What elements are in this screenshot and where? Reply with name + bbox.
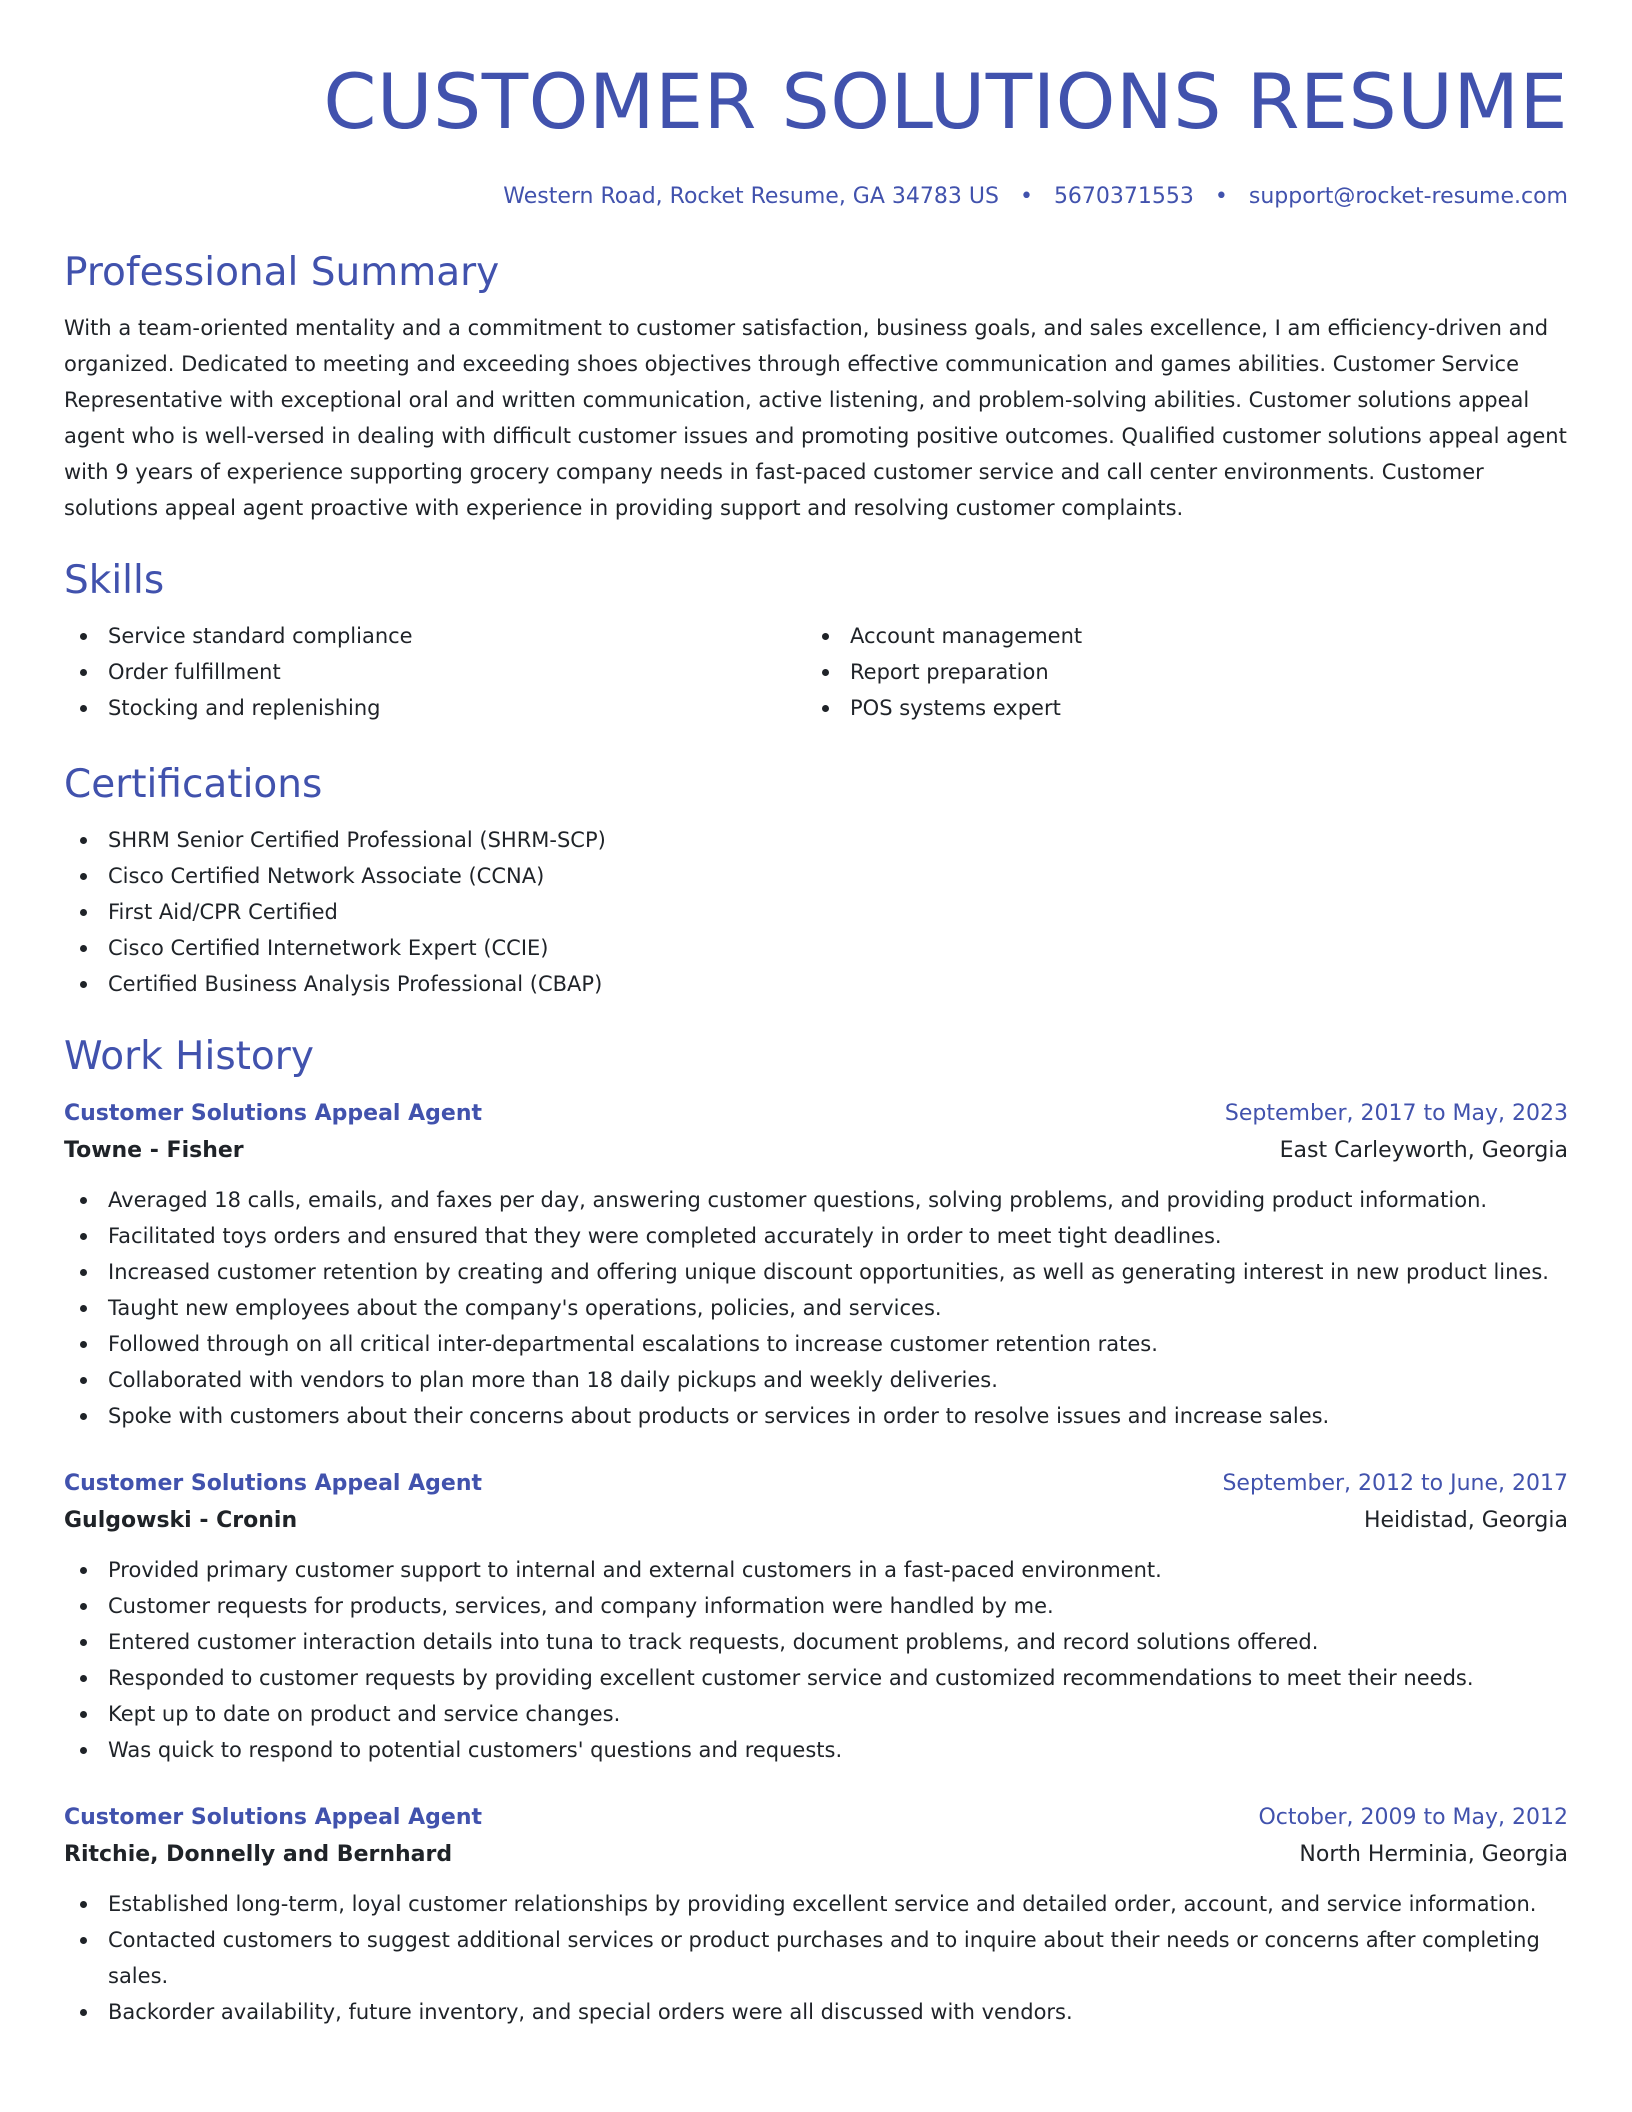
- work-history-section: [64, 1032, 1568, 2030]
- job-location: Heidistad, Georgia: [1363, 1508, 1568, 1533]
- skills-list-right: [806, 618, 1548, 726]
- job-bullet: Was quick to respond to potential customers' questions and requests.: [64, 1732, 1568, 1768]
- job-bullet: Kept up to date on product and service changes.: [64, 1696, 1568, 1732]
- job-location: East Carleyworth, Georgia: [1279, 1138, 1568, 1163]
- job-bullet: Followed through on all critical inter-departmental escalations to increase customer retention rates.: [64, 1326, 1568, 1362]
- certifications-list: [64, 822, 1568, 1002]
- contact-separator: •: [1019, 184, 1033, 209]
- job-title: Customer Solutions Appeal Agent: [64, 1471, 482, 1496]
- job-bullet: Increased customer retention by creating and offering unique discount opportunities, as well as generating interest in new product lines.: [64, 1254, 1568, 1290]
- job-bullet: Established long-term, loyal customer relationships by providing excellent service and detailed order, account, and service information.: [64, 1886, 1568, 1922]
- certifications-heading: Certifications: [64, 762, 323, 807]
- skill-item: Service standard compliance: [64, 618, 806, 654]
- job-bullet: Collaborated with vendors to plan more than 18 daily pickups and weekly deliveries.: [64, 1362, 1568, 1398]
- job-title-row: [64, 1096, 1568, 1132]
- summary-heading: Professional Summary: [64, 250, 500, 295]
- resume-title: CUSTOMER SOLUTIONS RESUME: [323, 57, 1568, 146]
- job-title: Customer Solutions Appeal Agent: [64, 1101, 482, 1126]
- job-title-row: [64, 1800, 1568, 1836]
- job-title-row: [64, 1466, 1568, 1502]
- skill-item: Order fulfillment: [64, 654, 806, 690]
- job-company-row: [64, 1502, 1568, 1540]
- certification-item: SHRM Senior Certified Professional (SHRM-SCP): [64, 822, 1568, 858]
- job-company: Gulgowski - Cronin: [64, 1508, 298, 1533]
- skills-heading: Skills: [64, 558, 165, 603]
- skill-item: Account management: [806, 618, 1548, 654]
- job-bullet: Contacted customers to suggest additional services or product purchases and to inquire about their needs or concerns after completing sales.: [64, 1922, 1568, 1994]
- job-bullet: Backorder availability, future inventory, and special orders were all discussed with vendors.: [64, 1994, 1568, 2030]
- job-bullet: Provided primary customer support to internal and external customers in a fast-paced environment.: [64, 1552, 1568, 1588]
- job-company-row: [64, 1836, 1568, 1874]
- certification-item: Cisco Certified Network Associate (CCNA): [64, 858, 1568, 894]
- contact-phone[interactable]: 5670371553: [1053, 184, 1194, 209]
- job-bullet: Facilitated toys orders and ensured that they were completed accurately in order to meet tight deadlines.: [64, 1218, 1568, 1254]
- job-company: Ritchie, Donnelly and Bernhard: [64, 1842, 453, 1867]
- job-bullet: Responded to customer requests by providing excellent customer service and customized recommendations to meet their needs.: [64, 1660, 1568, 1696]
- job-company: Towne - Fisher: [64, 1138, 244, 1163]
- job-bullet: Entered customer interaction details into tuna to track requests, document problems, and record solutions offered.: [64, 1624, 1568, 1660]
- skill-item: POS systems expert: [806, 690, 1548, 726]
- job-dates: September, 2017 to May, 2023: [1224, 1101, 1568, 1126]
- contact-separator: •: [1214, 184, 1228, 209]
- job-entry: [64, 1466, 1568, 1768]
- contact-address: Western Road, Rocket Resume, GA 34783 US: [503, 184, 999, 209]
- certification-item: Cisco Certified Internetwork Expert (CCIE): [64, 930, 1568, 966]
- certification-item: First Aid/CPR Certified: [64, 894, 1568, 930]
- job-title: Customer Solutions Appeal Agent: [64, 1805, 482, 1830]
- certification-item: Certified Business Analysis Professional (CBAP): [64, 966, 1568, 1002]
- job-dates: September, 2012 to June, 2017: [1222, 1471, 1568, 1496]
- certifications-section: [64, 760, 1568, 1002]
- summary-text: With a team-oriented mentality and a commitment to customer satisfaction, business goals, and sales excellence, I am efficiency-driven and organized. Dedicated to meeting and exceeding shoes objectives through effective communication and games abilities. Customer Service Representative with exceptional oral and written communication, active listening, and problem-solving abilities. Customer solutions appeal agent who is well-versed in dealing with difficult customer issues and promoting positive outcomes. Qualified customer solutions appeal agent with 9 years of experience supporting grocery company needs in fast-paced customer service and call center environments. Customer solutions appeal agent proactive with experience in providing support and resolving customer complaints.: [64, 316, 1567, 520]
- contact-line: [64, 182, 1568, 212]
- skill-item: Stocking and replenishing: [64, 690, 806, 726]
- job-entry: [64, 1096, 1568, 1434]
- skills-list-left: [64, 618, 806, 726]
- resume-header: [64, 0, 1568, 212]
- job-entry: [64, 1800, 1568, 2030]
- job-bullets: [64, 1182, 1568, 1434]
- skills-grid: [64, 618, 1568, 726]
- job-bullet: Taught new employees about the company's operations, policies, and services.: [64, 1290, 1568, 1326]
- job-bullets: [64, 1552, 1568, 1768]
- work-history-heading: Work History: [64, 1034, 314, 1079]
- job-dates: October, 2009 to May, 2012: [1258, 1805, 1568, 1830]
- job-bullet: Averaged 18 calls, emails, and faxes per day, answering customer questions, solving problems, and providing product information.: [64, 1182, 1568, 1218]
- job-bullets: [64, 1886, 1568, 2030]
- summary-section: [64, 248, 1568, 526]
- job-location: North Herminia, Georgia: [1299, 1842, 1568, 1867]
- job-bullet: Spoke with customers about their concerns about products or services in order to resolve issues and increase sales.: [64, 1398, 1568, 1434]
- job-company-row: [64, 1132, 1568, 1170]
- contact-email[interactable]: support@rocket-resume.com: [1248, 184, 1568, 209]
- skills-section: [64, 556, 1568, 726]
- skill-item: Report preparation: [806, 654, 1548, 690]
- job-bullet: Customer requests for products, services, and company information were handled by me.: [64, 1588, 1568, 1624]
